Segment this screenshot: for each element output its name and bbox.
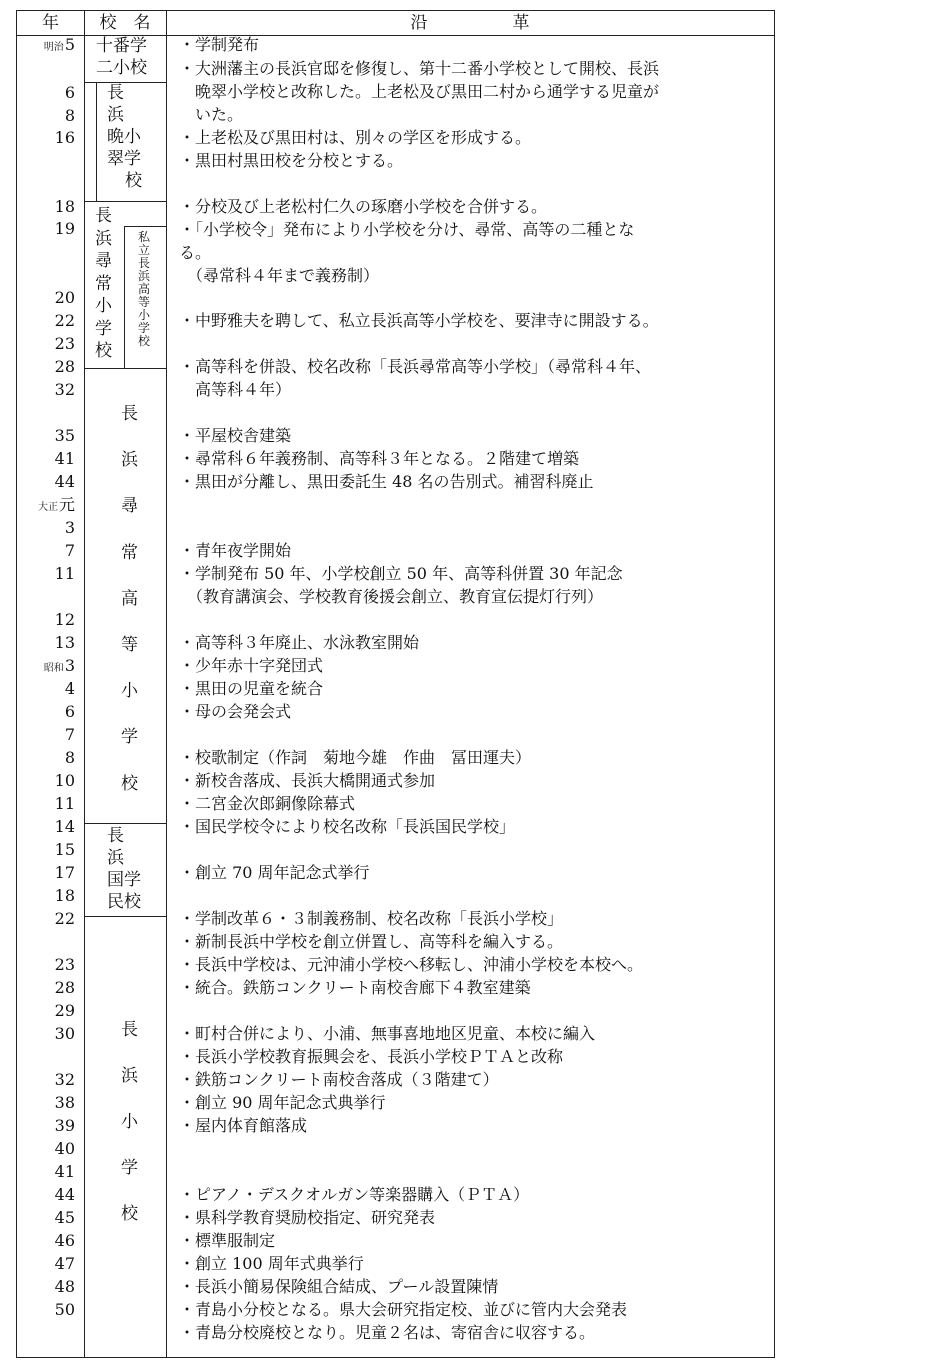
school-name-private-koto (137, 231, 151, 348)
year-value: 23 (54, 334, 75, 353)
year-cell (17, 357, 75, 377)
school-name-jubangaku: 十番学 二小校 (96, 36, 147, 78)
school-divider (84, 201, 166, 202)
year-value: 19 (54, 219, 75, 238)
history-line: ・上老松及び黒田村は、別々の学区を形成する。 (179, 128, 532, 147)
year-value: 32 (54, 1070, 75, 1089)
school-divider (124, 226, 125, 368)
history-line: ・尋常科６年義務制、高等科３年となる。２階建て増築 (179, 449, 580, 468)
year-cell (17, 1277, 75, 1297)
year-value: 7 (64, 541, 75, 560)
column-divider (84, 11, 85, 1357)
history-line: ・母の会発会式 (179, 702, 292, 721)
history-line: ・中野雅夫を聘して、私立長浜高等小学校を、要津寺に開設する。 (179, 311, 659, 330)
history-line: （教育講演会、学校教育後援会創立、教育宣伝提灯行列） (179, 587, 604, 606)
history-line: ・黒田の児童を統合 (179, 679, 324, 698)
year-cell (17, 725, 75, 745)
history-line: ・国民学校令により校名改称「長浜国民学校」 (179, 817, 516, 836)
history-line: ・創立 70 周年記念式挙行 (179, 863, 370, 882)
year-cell (17, 334, 75, 354)
school-name-char: 浜 (95, 228, 112, 249)
year-cell (17, 840, 75, 860)
history-line: る。 (179, 243, 212, 262)
year-value: 6 (64, 83, 75, 102)
year-value: 3 (64, 656, 75, 675)
year-value: 10 (54, 771, 75, 790)
history-line: ・高等科を併設、校名改称「長浜尋常高等小学校」（尋常科４年、 (179, 357, 652, 376)
history-line: ・黒田村黒田校を分校とする。 (179, 151, 404, 170)
year-value: 15 (54, 840, 75, 859)
year-value: 45 (54, 1208, 75, 1227)
history-line: ・長浜中学校は、元沖浦小学校へ移転し、沖浦小学校を本校へ。 (179, 955, 644, 974)
year-value: 22 (54, 311, 75, 330)
year-value: 16 (54, 128, 75, 147)
history-line: ・高等科３年廃止、水泳教室開始 (179, 633, 420, 652)
history-line: ・学制発布 (179, 35, 260, 54)
history-line: ・県科学教育奨励校指定、研究発表 (179, 1208, 436, 1227)
year-value: 44 (54, 472, 75, 491)
school-name-char: 長 (121, 404, 138, 424)
year-cell (17, 1001, 75, 1021)
history-line: 晩翠小学校と改称した。上老松及び黒田二村から通学する児童が (179, 82, 660, 101)
school-name-char: 私 (137, 230, 150, 244)
year-cell (17, 1185, 75, 1205)
school-name-char: 小 (121, 681, 138, 702)
year-value: 11 (54, 564, 75, 583)
history-line: ・ピアノ・デスクオルガン等楽器購入（ＰＴＡ） (179, 1185, 530, 1204)
year-value: 29 (54, 1001, 75, 1020)
year-cell (17, 106, 75, 126)
column-divider (166, 11, 167, 1357)
year-cell (17, 1231, 75, 1251)
history-line: ・創立 90 周年記念式典挙行 (179, 1093, 386, 1112)
year-value: 17 (54, 863, 75, 882)
school-name-char: 高 (137, 282, 150, 296)
year-value: 18 (54, 886, 75, 905)
year-cell (17, 83, 75, 103)
school-name-char: 立 (137, 243, 150, 257)
history-line: ・青年夜学開始 (179, 541, 292, 560)
year-cell (17, 702, 75, 722)
school-name-char: 高 (121, 588, 138, 609)
year-cell (17, 1162, 75, 1182)
year-value: 32 (54, 380, 75, 399)
history-line: ・標準服制定 (179, 1231, 276, 1250)
year-cell (17, 656, 75, 679)
year-cell (17, 817, 75, 837)
year-cell (17, 771, 75, 791)
school-name-char: 等 (137, 295, 150, 309)
year-value: 6 (64, 702, 75, 721)
year-value: 41 (54, 1162, 75, 1181)
year-cell (17, 863, 75, 883)
year-cell (17, 495, 75, 518)
header-school-name: 校 名 (99, 13, 151, 33)
era-label: 大正 (37, 502, 58, 513)
year-value: 23 (54, 955, 75, 974)
year-value: 41 (54, 449, 75, 468)
history-line: ・鉄筋コンクリート南校舎落成（３階建て） (179, 1070, 499, 1089)
year-cell (17, 1070, 75, 1090)
school-name-char: 浜 (137, 269, 150, 283)
history-line: ・新制長浜中学校を創立併置し、高等科を編入する。 (179, 932, 564, 951)
year-cell (17, 955, 75, 975)
year-value: 39 (54, 1116, 75, 1135)
history-line: ・青島分校廃校となり。児童２名は、寄宿舎に収容する。 (179, 1323, 596, 1342)
history-table (16, 10, 775, 1358)
history-line: ・長浜小簡易保険組合結成、プール設置陳情 (179, 1277, 499, 1296)
school-divider (124, 226, 166, 227)
year-value: 48 (54, 1277, 75, 1296)
history-line: ・創立 100 周年式典挙行 (179, 1254, 364, 1273)
history-line: ・二宮金次郎銅像除幕式 (179, 794, 356, 813)
school-name-char: 学 (121, 1158, 138, 1178)
school-name-char: 常 (95, 273, 112, 294)
year-cell (17, 1254, 75, 1274)
history-line: ・分校及び上老松村仁久の琢磨小学校を合併する。 (179, 197, 548, 216)
school-name-char: 学 (137, 321, 150, 335)
school-name-char: 学 (121, 727, 138, 748)
year-cell (17, 1116, 75, 1136)
history-line: ・統合。鉄筋コンクリート南校舎廊下４教室建築 (179, 978, 531, 997)
year-cell (17, 311, 75, 331)
year-cell (17, 978, 75, 998)
year-value: 50 (54, 1300, 75, 1319)
year-value: 46 (54, 1231, 75, 1250)
school-divider (96, 82, 97, 201)
year-value: 44 (54, 1185, 75, 1204)
era-label: 明治 (43, 42, 64, 53)
year-value: 28 (54, 357, 75, 376)
year-value: 20 (54, 288, 75, 307)
year-value: 3 (64, 518, 75, 537)
history-line: ・長浜小学校教育振興会を、長浜小学校ＰＴＡと改称 (179, 1047, 564, 1066)
history-line: （尋常科４年まで義務制） (179, 266, 380, 285)
header-year: 年 (42, 13, 59, 33)
school-name-char: 小 (95, 296, 112, 316)
school-name-char: 等 (121, 635, 138, 656)
school-name-char: 小 (137, 308, 150, 322)
year-value: 38 (54, 1093, 75, 1112)
school-name-char: 常 (121, 542, 138, 563)
history-line: ・屋内体育館落成 (179, 1116, 308, 1135)
year-value: 13 (54, 633, 75, 652)
year-cell (17, 1139, 75, 1159)
year-cell (17, 472, 75, 492)
year-cell (17, 1024, 75, 1044)
year-cell (17, 886, 75, 906)
school-name-char: 校 (121, 773, 138, 794)
history-line: ・大洲藩主の長浜官邸を修復し、第十二番小学校として開校、長浜 (179, 59, 660, 78)
year-cell (17, 197, 75, 217)
year-cell (17, 610, 75, 630)
history-line: 高等科４年） (179, 380, 292, 399)
year-cell (17, 679, 75, 699)
history-line: ・学制発布 50 年、小学校創立 50 年、高等科併置 30 年記念 (179, 564, 623, 583)
history-line: いた。 (179, 105, 244, 124)
year-cell (17, 449, 75, 469)
year-value: 28 (54, 978, 75, 997)
school-name-char: 浜 (121, 450, 138, 471)
school-name-char: 校 (121, 1204, 138, 1224)
school-name-char: 校 (95, 341, 112, 361)
school-name-kokumin: 長 浜 国学 民校 (107, 826, 141, 912)
year-value: 22 (54, 909, 75, 928)
school-name-char: 長 (95, 206, 112, 226)
history-line: ・町村合併により、小浦、無事喜地地区児童、本校に編入 (179, 1024, 596, 1043)
school-divider (84, 368, 166, 369)
history-line: ・新校舎落成、長浜大橋開通式参加 (179, 771, 436, 790)
year-cell (17, 748, 75, 768)
year-cell (17, 1208, 75, 1228)
year-value: 47 (54, 1254, 75, 1273)
year-cell (17, 380, 75, 400)
year-cell (17, 518, 75, 538)
school-name-char: 尋 (95, 251, 112, 271)
header-history: 沿 革 (410, 13, 530, 33)
history-line: ・「小学校令」発布により小学校を分け、尋常、高等の二種とな (179, 220, 635, 239)
history-line: ・少年赤十字発団式 (179, 656, 324, 675)
year-value: 4 (64, 679, 75, 698)
school-name-char: 学 (95, 318, 112, 339)
history-line: ・学制改革６・３制義務制、校名改称「長浜小学校」 (179, 909, 564, 928)
year-value: 8 (64, 748, 75, 767)
school-divider (84, 916, 166, 917)
year-value: 12 (54, 610, 75, 629)
school-name-char: 校 (137, 334, 150, 348)
year-cell (17, 219, 75, 239)
school-name-jinjo (95, 205, 112, 363)
school-name-char: 浜 (121, 1066, 138, 1086)
year-value: 14 (54, 817, 75, 836)
year-cell (17, 794, 75, 814)
year-cell (17, 288, 75, 308)
year-cell (17, 1300, 75, 1320)
year-value: 11 (54, 794, 75, 813)
year-value: 7 (64, 725, 75, 744)
school-name-char: 尋 (121, 496, 138, 517)
year-cell (17, 909, 75, 929)
school-name-banzui: 長 浜 晩小 翠学 校 (107, 83, 142, 191)
school-name-nagahama-shogakko (121, 1007, 138, 1237)
school-name-jinjo-koto (121, 391, 138, 807)
year-value: 40 (54, 1139, 75, 1158)
year-value: 35 (54, 426, 75, 445)
year-value: 18 (54, 197, 75, 216)
school-name-char: 小 (121, 1112, 138, 1132)
year-value: 8 (64, 106, 75, 125)
year-cell (17, 426, 75, 446)
history-line: ・黒田が分離し、黒田委託生 48 名の告別式。補習科廃止 (179, 472, 594, 491)
year-value: 30 (54, 1024, 75, 1043)
year-cell (17, 35, 75, 58)
year-cell (17, 633, 75, 653)
school-name-char: 長 (121, 1020, 138, 1040)
era-label: 昭和 (43, 663, 64, 674)
school-divider (84, 823, 166, 824)
school-name-char: 長 (137, 256, 150, 270)
year-cell (17, 1093, 75, 1113)
year-value: 5 (64, 35, 75, 54)
year-cell (17, 541, 75, 561)
history-line: ・青島小分校となる。県大会研究指定校、並びに管内大会発表 (179, 1300, 628, 1319)
year-value: 元 (58, 495, 75, 514)
year-cell (17, 128, 75, 148)
history-line: ・平屋校舎建築 (179, 426, 292, 445)
history-line: ・校歌制定（作詞 菊地今雄 作曲 冨田運夫） (179, 748, 532, 767)
year-cell (17, 564, 75, 584)
